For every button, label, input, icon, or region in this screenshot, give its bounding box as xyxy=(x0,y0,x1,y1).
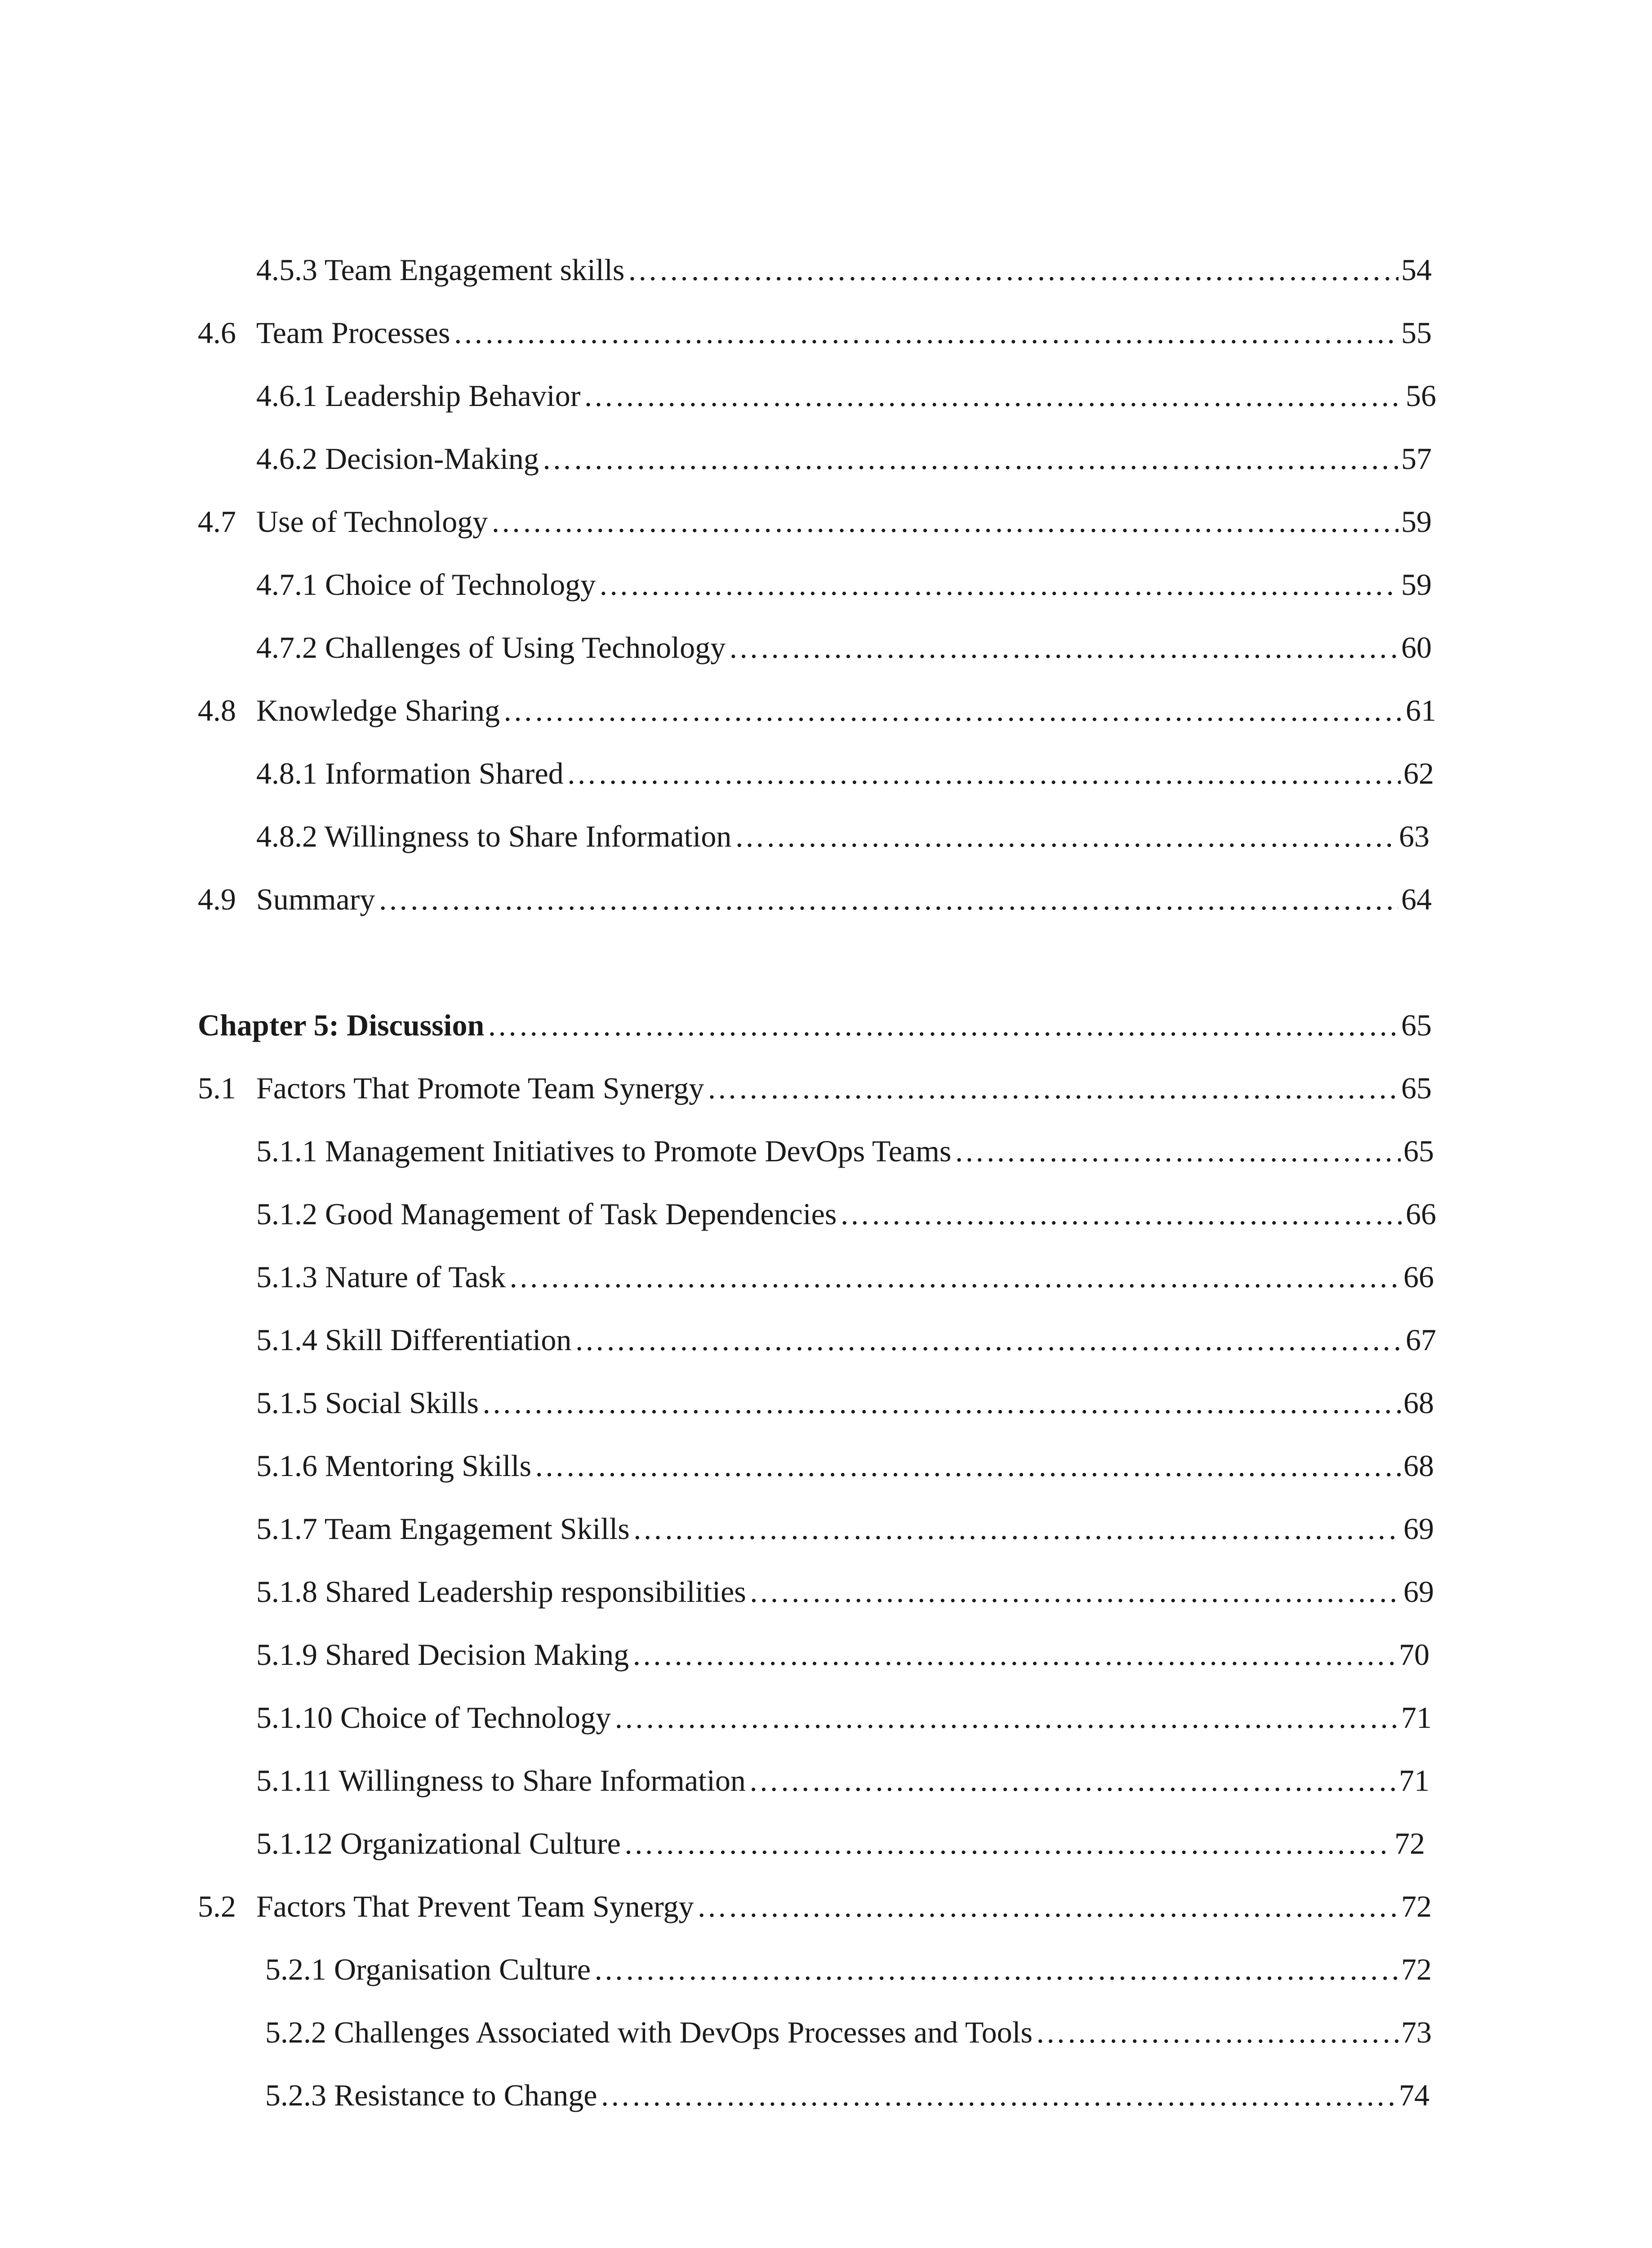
toc-entry-number: 5.1.7 xyxy=(256,1512,317,1546)
toc-dot-leader xyxy=(728,623,1398,672)
toc-entry xyxy=(198,874,1432,924)
toc-entry xyxy=(256,1819,1425,1868)
toc-entry-title xyxy=(256,1315,571,1365)
toc-page-number: 71 xyxy=(1399,1763,1429,1798)
toc-page-number: 69 xyxy=(1403,1512,1434,1546)
toc-entry-title xyxy=(198,1882,694,1931)
toc-dot-leader xyxy=(623,1819,1392,1868)
toc-dot-leader xyxy=(707,1063,1398,1113)
toc-dot-leader xyxy=(490,497,1398,546)
toc-entry-title xyxy=(256,1252,506,1302)
toc-entry-number: 5.1.9 xyxy=(256,1637,317,1672)
toc-entry xyxy=(256,1504,1434,1553)
toc-entry-text: Choice of Technology xyxy=(340,1700,611,1735)
toc-entry-number: 4.8.1 xyxy=(256,756,317,790)
toc-dot-leader xyxy=(839,1189,1403,1239)
toc-entry-text: Use of Technology xyxy=(256,504,488,539)
toc-dot-leader xyxy=(748,1756,1396,1805)
toc-entry-text: Mentoring Skills xyxy=(325,1449,532,1483)
toc-entry-number: 5.2 xyxy=(198,1889,236,1923)
toc-entry-number: 5.1.8 xyxy=(256,1574,317,1609)
toc-entry-text: Factors That Promote Team Synergy xyxy=(256,1071,704,1105)
toc-entry-title xyxy=(256,1189,837,1239)
toc-page-number: 62 xyxy=(1403,756,1434,790)
toc-entry-text: Nature of Task xyxy=(325,1260,506,1294)
toc-page-number: 73 xyxy=(1401,2015,1432,2049)
toc-entry-title xyxy=(256,560,596,609)
toc-entry-number: 4.6.1 xyxy=(256,379,317,413)
toc-page-number: 65 xyxy=(1401,1071,1432,1105)
toc-page-number: 69 xyxy=(1403,1574,1434,1609)
toc-entry-number: 5.2.1 xyxy=(265,1952,326,1986)
toc-entry xyxy=(265,2070,1429,2120)
toc-entry-text: Summary xyxy=(256,882,375,916)
toc-entry xyxy=(256,1126,1434,1176)
toc-page-number: 72 xyxy=(1401,1889,1432,1923)
toc-entry-number: 4.6 xyxy=(198,316,236,350)
toc-entry xyxy=(198,686,1436,735)
toc-dot-leader xyxy=(600,2070,1396,2120)
toc-page-number: 68 xyxy=(1403,1386,1434,1420)
toc-entry-title xyxy=(256,1567,746,1616)
toc-entry-text: Willingness to Share Information xyxy=(338,1763,746,1798)
toc-entry-text: Factors That Prevent Team Synergy xyxy=(256,1889,694,1923)
toc-entry-text: Leadership Behavior xyxy=(325,379,581,413)
toc-entry-title xyxy=(256,1693,611,1742)
toc-entry-text: Decision-Making xyxy=(325,442,539,476)
toc-entry-text: Willingness to Share Information xyxy=(324,819,732,853)
toc-entry xyxy=(256,1441,1434,1490)
toc-entry-text: Team Processes xyxy=(256,316,450,350)
toc-entry-number: 5.1.1 xyxy=(256,1134,317,1168)
toc-dot-leader xyxy=(593,1945,1398,1994)
toc-entry xyxy=(256,1315,1436,1365)
toc-entry-number: 5.1.11 xyxy=(256,1763,332,1798)
toc-entry-text: Skill Differentiation xyxy=(325,1323,572,1357)
toc-entry-text: Shared Decision Making xyxy=(325,1637,629,1672)
toc-entry-number: 5.1.6 xyxy=(256,1449,317,1483)
toc-entry-title xyxy=(256,434,539,483)
toc-entry-title xyxy=(198,1063,704,1113)
toc-entry-number: 4.7.1 xyxy=(256,567,317,602)
toc-dot-leader xyxy=(749,1567,1401,1616)
toc-entry-text: Challenges of Using Technology xyxy=(325,630,726,665)
toc-dot-leader xyxy=(697,1882,1398,1931)
toc-dot-leader xyxy=(574,1315,1403,1365)
toc-chapter-entry xyxy=(198,1000,1432,1050)
toc-entry xyxy=(256,1630,1429,1679)
toc-entry-number: 4.8 xyxy=(198,693,236,727)
toc-dot-leader xyxy=(481,1378,1401,1427)
toc-page-number: 67 xyxy=(1406,1323,1436,1357)
toc-entry-title xyxy=(256,1504,630,1553)
toc-entry-number: 5.1.4 xyxy=(256,1323,317,1357)
toc-entry-text: Shared Leadership responsibilities xyxy=(325,1574,746,1609)
toc-entry-text: Good Management of Task Dependencies xyxy=(325,1197,837,1231)
toc-entry-text: Organisation Culture xyxy=(334,1952,591,1986)
toc-dot-leader xyxy=(503,686,1403,735)
toc-entry-text: Management Initiatives to Promote DevOps Teams xyxy=(325,1134,952,1168)
toc-entry-text: Challenges Associated with DevOps Processes and Tools xyxy=(334,2015,1033,2049)
toc-entry-title xyxy=(198,497,488,546)
toc-entry-number: 4.7.2 xyxy=(256,630,317,665)
toc-page-number: 55 xyxy=(1401,316,1432,350)
toc-entry-text: Knowledge Sharing xyxy=(256,693,500,727)
toc-page-number: 56 xyxy=(1406,379,1436,413)
toc-entry-number: 4.9 xyxy=(198,882,236,916)
toc-dot-leader xyxy=(542,434,1398,483)
toc-entry-text: Information Shared xyxy=(325,756,564,790)
toc-entry-title xyxy=(265,2007,1033,2057)
toc-entry-text: Organizational Culture xyxy=(340,1826,621,1860)
toc-page-number: 60 xyxy=(1401,630,1432,665)
toc-entry-number: 5.2.2 xyxy=(265,2015,326,2049)
toc-entry xyxy=(256,1252,1434,1302)
toc-page-number: 59 xyxy=(1401,567,1432,602)
toc-entry xyxy=(265,2007,1432,2057)
toc-dot-leader xyxy=(734,812,1396,861)
toc-dot-leader xyxy=(614,1693,1398,1742)
toc-page-number: 63 xyxy=(1399,819,1429,853)
toc-entry-title xyxy=(256,812,731,861)
toc-entry-text: Discussion xyxy=(347,1008,485,1042)
toc-entry-number: 5.1.5 xyxy=(256,1386,317,1420)
toc-entry-title xyxy=(256,1756,746,1805)
toc-page-number: 72 xyxy=(1394,1826,1425,1860)
toc-entry-title xyxy=(256,623,726,672)
toc-entry-title xyxy=(256,1126,951,1176)
toc-entry xyxy=(256,245,1432,294)
toc-entry-number: 5.1 xyxy=(198,1071,236,1105)
toc-entry xyxy=(256,812,1429,861)
toc-entry-number: 4.6.2 xyxy=(256,442,317,476)
toc-entry xyxy=(256,560,1432,609)
toc-page-number: 54 xyxy=(1401,253,1432,287)
toc-entry-text: Team Engagement Skills xyxy=(324,1512,630,1546)
toc-entry-title xyxy=(265,2070,597,2120)
toc-dot-leader xyxy=(534,1441,1401,1490)
toc-page-number: 59 xyxy=(1401,504,1432,539)
toc-entry-title xyxy=(198,308,450,357)
toc-entry xyxy=(198,497,1432,546)
toc-entry-number: 5.2.3 xyxy=(265,2078,326,2112)
toc-dot-leader xyxy=(583,371,1403,420)
toc-dot-leader xyxy=(453,308,1398,357)
toc-entry-number: 5.1.3 xyxy=(256,1260,317,1294)
toc-entry xyxy=(256,749,1434,798)
toc-entry xyxy=(198,1063,1432,1113)
toc-entry-title xyxy=(256,1630,629,1679)
toc-page-number: 71 xyxy=(1401,1700,1432,1735)
toc-dot-leader xyxy=(1035,2007,1398,2057)
toc-dot-leader xyxy=(487,1000,1398,1050)
toc-page-number: 66 xyxy=(1403,1260,1434,1294)
toc-page-number: 72 xyxy=(1401,1952,1432,1986)
toc-page-number: 61 xyxy=(1406,693,1436,727)
toc-dot-leader xyxy=(632,1630,1396,1679)
toc-dot-leader xyxy=(566,749,1401,798)
toc-dot-leader xyxy=(954,1126,1401,1176)
toc-entry xyxy=(256,1567,1434,1616)
toc-page-number: 64 xyxy=(1401,882,1432,916)
toc-entry xyxy=(256,434,1432,483)
toc-page-number: 70 xyxy=(1399,1637,1429,1672)
toc-entry-text: Resistance to Change xyxy=(334,2078,597,2112)
toc-page-number: 66 xyxy=(1406,1197,1436,1231)
toc-entry-title xyxy=(256,1441,531,1490)
toc-entry-title xyxy=(256,245,624,294)
toc-dot-leader xyxy=(632,1504,1401,1553)
toc-entry-title xyxy=(256,1378,479,1427)
toc-page-number: 65 xyxy=(1403,1134,1434,1168)
toc-entry-title xyxy=(198,874,375,924)
toc-entry-number: 5.1.2 xyxy=(256,1197,317,1231)
toc-page-number: 68 xyxy=(1403,1449,1434,1483)
toc-dot-leader xyxy=(378,874,1398,924)
toc-entry-title xyxy=(198,686,500,735)
toc-entry xyxy=(256,1693,1432,1742)
toc-entry xyxy=(256,1189,1436,1239)
toc-page-number: 57 xyxy=(1401,442,1432,476)
toc-entry xyxy=(265,1945,1432,1994)
toc-dot-leader xyxy=(627,245,1398,294)
toc-dot-leader xyxy=(508,1252,1401,1302)
toc-page-number: 74 xyxy=(1399,2078,1429,2112)
toc-entry-title xyxy=(256,371,580,420)
toc-entry-text: Team Engagement skills xyxy=(324,253,625,287)
toc-entry-title xyxy=(198,1000,484,1050)
toc-entry-number: 5.1.10 xyxy=(256,1700,333,1735)
toc-entry-number: 4.7 xyxy=(198,504,236,539)
toc-entry xyxy=(256,1378,1434,1427)
toc-dot-leader xyxy=(598,560,1398,609)
toc-entry xyxy=(198,1882,1432,1931)
toc-entry-title xyxy=(265,1945,591,1994)
toc-entry-number: Chapter 5: xyxy=(198,1008,339,1042)
toc-entry xyxy=(198,308,1432,357)
toc-entry-text: Choice of Technology xyxy=(325,567,596,602)
toc-entry-title xyxy=(256,749,564,798)
toc-entry-text: Social Skills xyxy=(325,1386,479,1420)
toc-entry-number: 4.5.3 xyxy=(256,253,317,287)
toc-entry xyxy=(256,623,1432,672)
toc-entry xyxy=(256,1756,1429,1805)
toc-entry-title xyxy=(256,1819,621,1868)
toc-entry xyxy=(256,371,1436,420)
toc-page-number: 65 xyxy=(1401,1008,1432,1042)
toc-entry-number: 4.8.2 xyxy=(256,819,317,853)
toc-entry-number: 5.1.12 xyxy=(256,1826,333,1860)
